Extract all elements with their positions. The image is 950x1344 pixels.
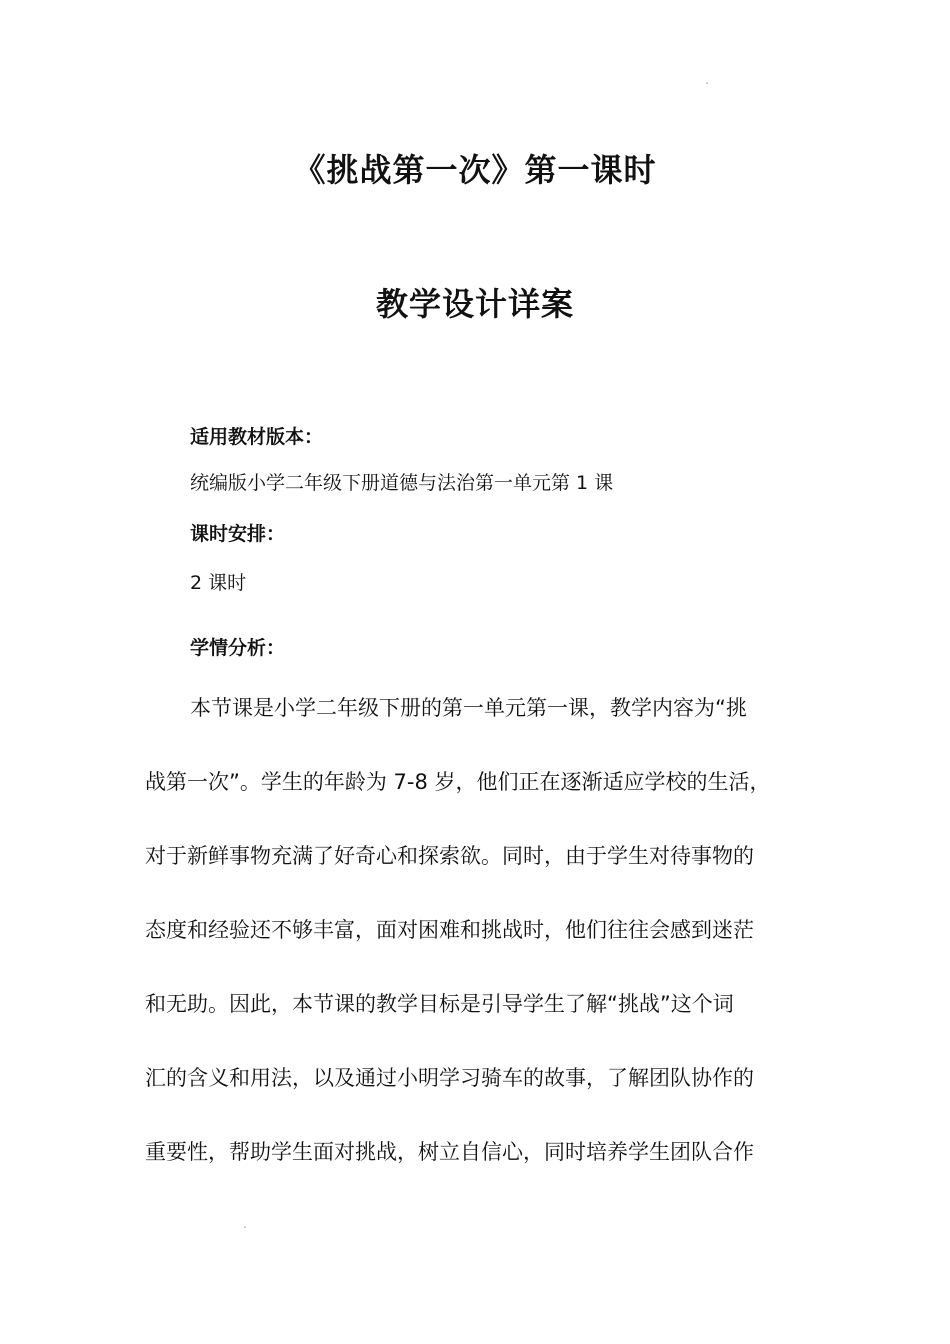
document-subtitle: 教学设计详案 [375, 285, 574, 323]
document-title: 《挑战第一次》第一课时 [293, 151, 657, 189]
edition-label: 适用教材版本： [190, 426, 324, 448]
paragraph-line: 对于新鲜事物充满了好奇心和探索欲。同时，由于学生对待事物的 [145, 844, 754, 868]
paragraph-line: 本节课是小学二年级下册的第一单元第一课，教学内容为“挑 [190, 696, 747, 720]
analysis-paragraph [145, 671, 805, 1189]
analysis-label: 学情分析： [190, 637, 286, 659]
paragraph-line: 重要性，帮助学生面对挑战，树立自信心，同时培养学生团队合作 [145, 1140, 754, 1164]
edition-value: 统编版小学二年级下册道德与法治第一单元第 1 课 [190, 472, 614, 494]
paragraph-line: 战第一次”。学生的年龄为 7-8 岁，他们正在逐渐适应学校的生活， [145, 770, 771, 794]
scan-speck [706, 82, 708, 84]
schedule-value: 2 课时 [190, 572, 247, 594]
paragraph-line: 和无助。因此，本节课的教学目标是引导学生了解“挑战”这个词 [145, 992, 734, 1016]
paragraph-line: 汇的含义和用法，以及通过小明学习骑车的故事，了解团队协作的 [145, 1066, 754, 1090]
paragraph-line: 态度和经验还不够丰富，面对困难和挑战时，他们往往会感到迷茫 [145, 918, 754, 942]
schedule-label: 课时安排： [190, 523, 286, 545]
scan-speck [244, 1226, 246, 1228]
